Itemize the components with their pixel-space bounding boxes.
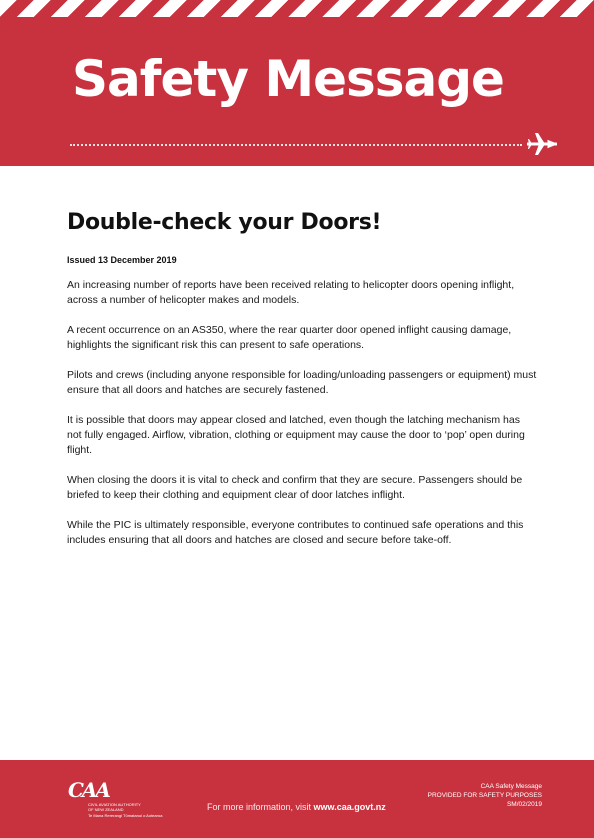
- issued-date: Issued 13 December 2019: [67, 255, 177, 265]
- paragraph: It is possible that doors may appear closed and latched, even though the latching mechanism has not fully engaged. Airflow, vibration, clothing or equipment may cause the door to ‘pop’ open during flight.: [67, 414, 525, 456]
- logo-text-line: Te Mana Rererangi Tūmatanui o Aotearoa: [88, 813, 163, 818]
- meta-line: SM/02/2019: [506, 801, 542, 808]
- meta-line: CAA Safety Message: [480, 783, 542, 790]
- paragraph: When closing the doors it is vital to check and confirm that they are secure. Passengers should be briefed to keep their clothing and equipment clear of door latches inflight.: [67, 474, 523, 501]
- document-meta: [428, 782, 542, 809]
- caa-logo: [68, 778, 163, 826]
- more-info-text: [207, 802, 386, 812]
- paragraph: An increasing number of reports have been received relating to helicopter doors opening inflight, across a number of helicopter makes and models.: [67, 279, 515, 306]
- logo-text-line: CIVIL AVIATION AUTHORITY: [88, 802, 141, 807]
- airplane-icon: [527, 131, 557, 157]
- page-title: Safety Message: [72, 50, 504, 108]
- paragraph: Pilots and crews (including anyone responsible for loading/unloading passengers or equipment) must ensure that all doors and hatches are securely fastened.: [67, 369, 537, 396]
- paragraph: While the PIC is ultimately responsible, everyone contributes to continued safe operations and this includes ensuring that all doors and hatches are closed and secure before take-off.: [67, 519, 524, 546]
- article-headline: Double-check your Doors!: [67, 210, 382, 235]
- logo-text-line: OF NEW ZEALAND: [88, 807, 124, 812]
- paragraph: A recent occurrence on an AS350, where the rear quarter door opened inflight causing damage, highlights the significant risk this can present to safe operations.: [67, 324, 512, 351]
- article-body: [67, 210, 537, 563]
- header-banner: [0, 0, 594, 166]
- website-link[interactable]: www.caa.govt.nz: [313, 802, 386, 812]
- more-info-prefix: For more information, visit: [207, 802, 314, 812]
- dotted-flight-path: [70, 144, 522, 146]
- meta-line: PROVIDED FOR SAFETY PURPOSES: [427, 792, 542, 799]
- footer-banner: [0, 760, 594, 838]
- caa-logo-mark: CAA: [68, 778, 109, 802]
- hazard-stripes: [0, 0, 594, 17]
